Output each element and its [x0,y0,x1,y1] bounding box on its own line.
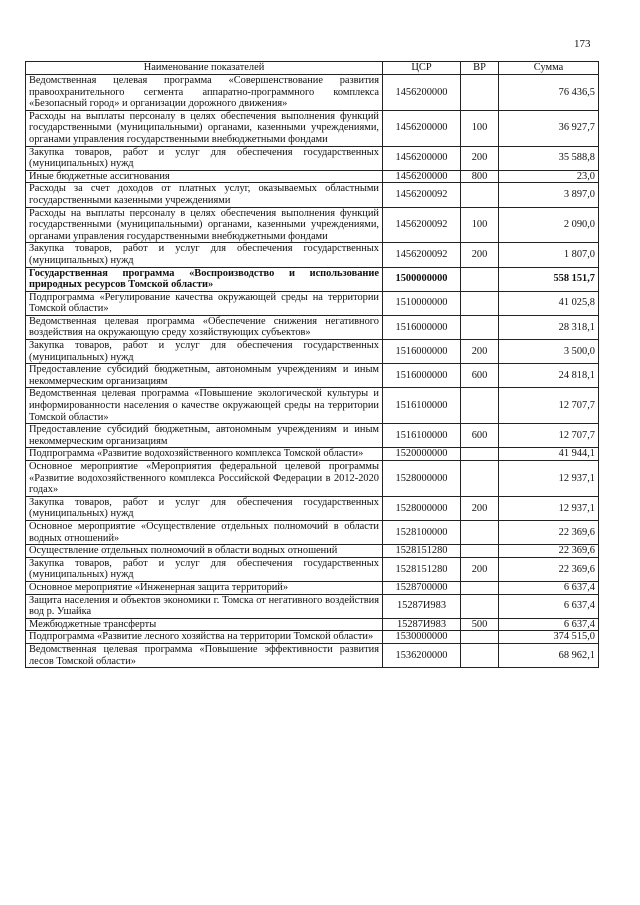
row-csr-cell: 1516100000 [383,388,461,424]
row-vr-cell [461,448,499,461]
row-sum-cell: 35 588,8 [499,146,599,170]
row-csr-cell: 1528151280 [383,557,461,581]
row-sum-cell: 6 637,4 [499,618,599,631]
row-name-cell: Закупка товаров, работ и услуг для обеспечения государственных (муниципальных) нужд [26,340,383,364]
row-csr-cell: 1530000000 [383,631,461,644]
table-row [26,291,599,315]
row-vr-cell [461,520,499,544]
row-csr-cell: 1456200000 [383,146,461,170]
row-name-cell: Ведомственная целевая программа «Повышение экологической культуры и информированности населения о качестве окружающей среды на территории Томской области» [26,388,383,424]
row-name-cell: Межбюджетные трансферты [26,618,383,631]
table-row [26,183,599,207]
row-csr-cell: 1528700000 [383,581,461,594]
table-header-row [26,62,599,75]
row-sum-cell: 28 318,1 [499,315,599,339]
row-sum-cell: 24 818,1 [499,364,599,388]
table-row [26,315,599,339]
row-vr-cell: 800 [461,170,499,183]
row-sum-cell: 6 637,4 [499,581,599,594]
row-name-cell: Расходы за счет доходов от платных услуг, оказываемых областными государственными казенными учреждениями [26,183,383,207]
row-csr-cell: 1456200092 [383,207,461,243]
table-row [26,207,599,243]
row-csr-cell: 1516000000 [383,364,461,388]
table-row [26,75,599,111]
row-vr-cell [461,581,499,594]
row-name-cell: Ведомственная целевая программа «Совершенствование развития правоохранительного сегмента аппаратно-программного комплекса «Безопасный город» и организации дорожного движения» [26,75,383,111]
row-sum-cell: 6 637,4 [499,594,599,618]
row-csr-cell: 1510000000 [383,291,461,315]
row-csr-cell: 1516000000 [383,315,461,339]
row-sum-cell: 558 151,7 [499,267,599,291]
row-vr-cell: 200 [461,340,499,364]
row-sum-cell: 3 897,0 [499,183,599,207]
row-sum-cell: 68 962,1 [499,643,599,667]
row-name-cell: Основное мероприятие «Инженерная защита территорий» [26,581,383,594]
table-row [26,170,599,183]
row-vr-cell [461,631,499,644]
row-sum-cell: 22 369,6 [499,557,599,581]
row-vr-cell: 500 [461,618,499,631]
row-sum-cell: 3 500,0 [499,340,599,364]
header-sum: Сумма [499,62,599,75]
table-row [26,461,599,497]
table-row [26,594,599,618]
row-vr-cell [461,75,499,111]
row-name-cell: Подпрограмма «Развитие лесного хозяйства на территории Томской области» [26,631,383,644]
row-sum-cell: 12 937,1 [499,496,599,520]
row-sum-cell: 41 025,8 [499,291,599,315]
header-csr: ЦСР [383,62,461,75]
row-csr-cell: 1456200000 [383,110,461,146]
table-row [26,110,599,146]
table-row [26,520,599,544]
row-name-cell: Расходы на выплаты персоналу в целях обеспечения выполнения функций государственными (муниципальными) органами, казенными учреждениями, органами управления государственными внебюджетными фондами [26,110,383,146]
table-row [26,340,599,364]
row-name-cell: Закупка товаров, работ и услуг для обеспечения государственных (муниципальных) нужд [26,496,383,520]
row-name-cell: Ведомственная целевая программа «Обеспечение снижения негативного воздействия на окружающую среду хозяйствующих субъектов» [26,315,383,339]
row-csr-cell: 1528151280 [383,545,461,558]
row-name-cell: Основное мероприятие «Осуществление отдельных полномочий в области водных отношений» [26,520,383,544]
row-csr-cell: 1536200000 [383,643,461,667]
row-name-cell: Закупка товаров, работ и услуг для обеспечения государственных (муниципальных) нужд [26,146,383,170]
row-vr-cell [461,388,499,424]
row-vr-cell: 200 [461,146,499,170]
row-csr-cell: 1528100000 [383,520,461,544]
row-csr-cell: 1456200092 [383,183,461,207]
row-vr-cell: 600 [461,424,499,448]
row-name-cell: Защита населения и объектов экономики г. Томска от негативного воздействия вод р. Ушайка [26,594,383,618]
row-vr-cell: 100 [461,207,499,243]
row-vr-cell: 200 [461,496,499,520]
header-vr: ВР [461,62,499,75]
row-vr-cell [461,315,499,339]
row-sum-cell: 76 436,5 [499,75,599,111]
row-csr-cell: 1516000000 [383,340,461,364]
table-row [26,631,599,644]
table-row [26,146,599,170]
row-csr-cell: 15287И983 [383,594,461,618]
row-name-cell: Закупка товаров, работ и услуг для обеспечения государственных (муниципальных) нужд [26,243,383,267]
row-name-cell: Предоставление субсидий бюджетным, автономным учреждениям и иным некоммерческим организациям [26,424,383,448]
row-name-cell: Ведомственная целевая программа «Повышение эффективности развития лесов Томской области» [26,643,383,667]
row-csr-cell: 1456200000 [383,170,461,183]
table-row [26,643,599,667]
row-sum-cell: 12 937,1 [499,461,599,497]
row-sum-cell: 2 090,0 [499,207,599,243]
row-sum-cell: 23,0 [499,170,599,183]
row-vr-cell: 600 [461,364,499,388]
row-csr-cell: 1528000000 [383,461,461,497]
table-body [26,75,599,668]
row-vr-cell [461,643,499,667]
row-sum-cell: 374 515,0 [499,631,599,644]
row-name-cell: Государственная программа «Воспроизводство и использование природных ресурсов Томской области» [26,267,383,291]
row-vr-cell [461,545,499,558]
row-csr-cell: 1528000000 [383,496,461,520]
table-row [26,557,599,581]
row-vr-cell [461,291,499,315]
row-sum-cell: 12 707,7 [499,424,599,448]
row-vr-cell: 200 [461,243,499,267]
table-row [26,545,599,558]
budget-table [25,61,599,668]
row-name-cell: Подпрограмма «Развитие водохозяйственного комплекса Томской области» [26,448,383,461]
row-sum-cell: 41 944,1 [499,448,599,461]
page-number: 173 [574,38,591,50]
row-csr-cell: 15287И983 [383,618,461,631]
row-sum-cell: 1 807,0 [499,243,599,267]
row-vr-cell [461,183,499,207]
row-csr-cell: 1516100000 [383,424,461,448]
row-csr-cell: 1456200000 [383,75,461,111]
table-row [26,496,599,520]
table-row [26,424,599,448]
row-name-cell: Закупка товаров, работ и услуг для обеспечения государственных (муниципальных) нужд [26,557,383,581]
row-vr-cell: 200 [461,557,499,581]
table-row [26,388,599,424]
row-sum-cell: 22 369,6 [499,520,599,544]
table-row [26,267,599,291]
row-name-cell: Иные бюджетные ассигнования [26,170,383,183]
table-row [26,581,599,594]
row-csr-cell: 1500000000 [383,267,461,291]
header-name: Наименование показателей [26,62,383,75]
row-vr-cell [461,594,499,618]
row-name-cell: Предоставление субсидий бюджетным, автономным учреждениям и иным некоммерческим организациям [26,364,383,388]
row-sum-cell: 12 707,7 [499,388,599,424]
table-row [26,448,599,461]
row-vr-cell [461,461,499,497]
row-csr-cell: 1520000000 [383,448,461,461]
row-name-cell: Осуществление отдельных полномочий в области водных отношений [26,545,383,558]
row-name-cell: Основное мероприятие «Мероприятия федеральной целевой программы «Развитие водохозяйственного комплекса Российской Федерации в 2012-2020 годах» [26,461,383,497]
table-row [26,364,599,388]
row-name-cell: Расходы на выплаты персоналу в целях обеспечения выполнения функций государственными (муниципальными) органами, казенными учреждениями, органами управления государственными внебюджетными фондами [26,207,383,243]
table-row [26,243,599,267]
table-row [26,618,599,631]
row-sum-cell: 36 927,7 [499,110,599,146]
row-csr-cell: 1456200092 [383,243,461,267]
row-name-cell: Подпрограмма «Регулирование качества окружающей среды на территории Томской области» [26,291,383,315]
row-sum-cell: 22 369,6 [499,545,599,558]
row-vr-cell [461,267,499,291]
row-vr-cell: 100 [461,110,499,146]
